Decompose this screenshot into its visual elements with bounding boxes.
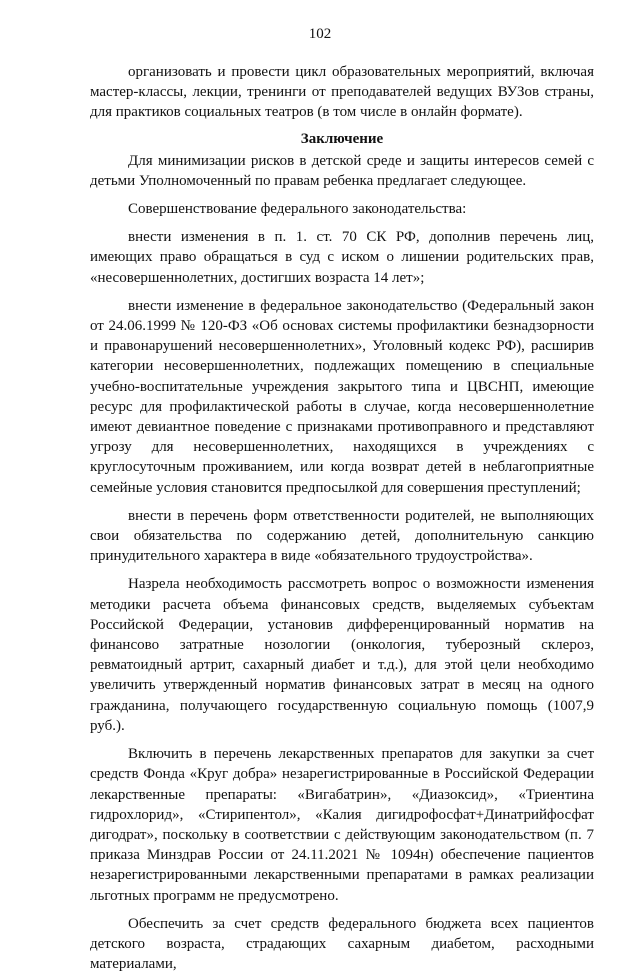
paragraph: Совершенствование федерального законодательства: xyxy=(128,201,467,218)
paragraph: внести в перечень форм ответственности родителей, не выполняющих свои обязательства по содержанию детей, дополнительную санкцию принудительного характера в виде «обязательного трудоустройства». xyxy=(90,507,594,565)
paragraph: внести изменение в федеральное законодательство (Федеральный закон от 24.06.1999 № 120-ФЗ «Об основах системы профилактики безнадзорности и правонарушений несовершеннолетних», Уголовный кодекс РФ), расширив категории несовершеннолетних, подлежащих помещению в специальные учебно-воспитательные учреждения закрытого типа и ЦВСНП, имеющие ресурс для профилактической работы в случае, когда несовершеннолетние имеют девиантное поведение с признаками противоправного и представляют угрозу для несовершеннолетних, находящихся в учреждениях с круглосуточным проживанием, или когда возврат детей в неблагоприятные семейные условия становится предпосылкой для совершения преступлений; xyxy=(90,297,594,496)
paragraph: Назрела необходимость рассмотреть вопрос о возможности изменения методики расчета объема финансовых средств, выделяемых субъектам Российской Федерации, установив дифференцированный норматив на финансово затратные нозологии (онкология, туберозный склероз, ревматоидный артрит, сахарный диабет и т.д.), для этой цели необходимо увеличить утвержденный норматив финансовых затрат в месяц на одного гражданина, получающего государственную социальную помощь (1007,9 руб.). xyxy=(90,576,594,734)
paragraph: Для минимизации рисков в детской среде и защиты интересов семей с детьми Уполномоченный по правам ребенка предлагает следующее. xyxy=(90,152,594,189)
page-number: 102 xyxy=(308,26,332,42)
body-text xyxy=(90,62,594,974)
paragraph: внести изменения в п. 1. ст. 70 СК РФ, дополнив перечень лиц, имеющих право обращаться в суд с иском о лишении родительских прав, «несовершеннолетних, достигших возраста 14 лет»; xyxy=(90,229,594,286)
section-heading: Заключение xyxy=(300,130,384,147)
paragraph: Обеспечить за счет средств федерального бюджета всех пациентов детского возраста, страдающих сахарным диабетом, расходными материалами, xyxy=(90,915,594,973)
paragraph: Включить в перечень лекарственных препаратов для закупки за счет средств Фонда «Круг добра» незарегистрированные в Российской Федерации лекарственные препараты: «Вигабатрин», «Диазоксид», «Триентина гидрохлорид», «Стирипентол», «Калия дигидрофосфат+Динатрийфосфат дигодрат», поскольку в соответствии с действующим законодательством (п. 7 приказа Минздрав России от 24.11.2021 № 1094н) обеспечение пациентов незарегистрированными лекарственными препаратами в рамках реализации льготных программ не предусмотрено. xyxy=(90,746,594,904)
paragraph: организовать и провести цикл образовательных мероприятий, включая мастер-классы, лекции, тренинги от преподавателей ведущих ВУЗов страны, для практиков социальных театров (в том числе в онлайн формате). xyxy=(90,64,594,121)
